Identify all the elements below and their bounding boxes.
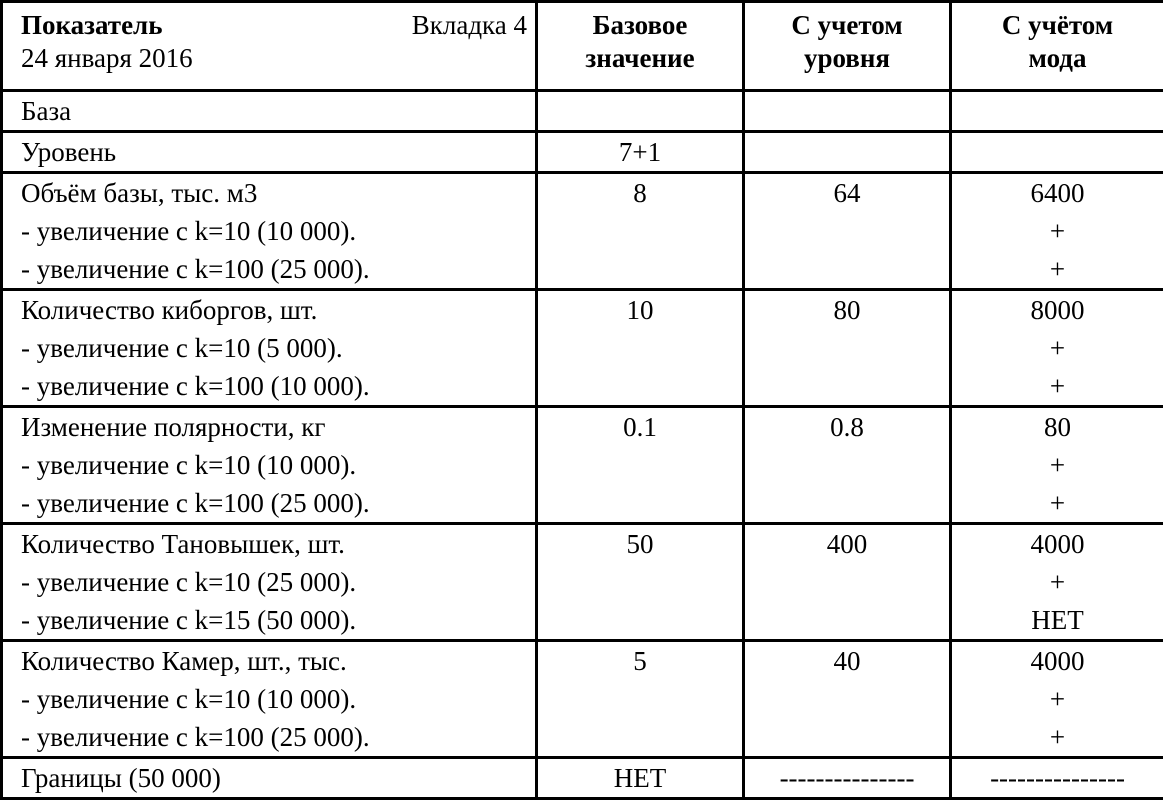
table-row <box>2 641 1163 681</box>
mod-value-cell: + <box>951 329 1163 367</box>
row-label: - увеличение с k=10 (10 000). <box>2 212 537 250</box>
mod-value-cell: 80 <box>951 407 1163 447</box>
table-row <box>2 132 1163 173</box>
row-label: - увеличение с k=10 (10 000). <box>2 446 537 484</box>
level-value-cell <box>744 250 951 290</box>
row-label: Количество киборгов, шт. <box>2 290 537 330</box>
mod-value-cell: + <box>951 250 1163 290</box>
mod-value-cell <box>951 132 1163 173</box>
base-value-cell <box>537 563 744 601</box>
table-row <box>2 250 1163 290</box>
level-value-cell <box>744 484 951 524</box>
mod-value-cell: 8000 <box>951 290 1163 330</box>
table-row <box>2 446 1163 484</box>
level-value-cell <box>744 446 951 484</box>
table-row <box>2 407 1163 447</box>
level-value-cell <box>744 132 951 173</box>
mod-value-cell: + <box>951 446 1163 484</box>
row-label: - увеличение с k=100 (25 000). <box>2 250 537 290</box>
mod-value-cell <box>951 91 1163 132</box>
table-row <box>2 563 1163 601</box>
level-value-cell: 64 <box>744 173 951 213</box>
base-value-cell <box>537 601 744 641</box>
row-label: - увеличение с k=15 (50 000). <box>2 601 537 641</box>
level-value-cell <box>744 680 951 718</box>
table-row <box>2 601 1163 641</box>
row-label: - увеличение с k=100 (10 000). <box>2 367 537 407</box>
base-value-cell <box>537 91 744 132</box>
row-label: Количество Камер, шт., тыс. <box>2 641 537 681</box>
base-value-cell <box>537 718 744 758</box>
level-value-cell <box>744 367 951 407</box>
table-body <box>2 91 1163 799</box>
row-label: Изменение полярности, кг <box>2 407 537 447</box>
level-value-cell <box>744 718 951 758</box>
row-label: Границы (50 000) <box>2 758 537 799</box>
level-value-cell: 400 <box>744 524 951 564</box>
base-value-cell <box>537 484 744 524</box>
row-label: - увеличение с k=10 (10 000). <box>2 680 537 718</box>
table-row <box>2 173 1163 213</box>
base-value-cell: 8 <box>537 173 744 213</box>
base-value-cell: 7+1 <box>537 132 744 173</box>
base-value-cell: 50 <box>537 524 744 564</box>
row-label: Объём базы, тыс. м3 <box>2 173 537 213</box>
base-value-cell <box>537 329 744 367</box>
mod-value-cell: + <box>951 367 1163 407</box>
table-row <box>2 718 1163 758</box>
row-label: База <box>2 91 537 132</box>
mod-value-cell: + <box>951 718 1163 758</box>
mod-value-cell: 6400 <box>951 173 1163 213</box>
header-indicator-cell <box>2 2 537 91</box>
column-header-mod: С учётом мода <box>951 2 1163 91</box>
column-header-level: С учетом уровня <box>744 2 951 91</box>
mod-value-cell: 4000 <box>951 641 1163 681</box>
level-value-cell <box>744 212 951 250</box>
tab-label: Вкладка 4 <box>412 9 527 42</box>
mod-value-cell: НЕТ <box>951 601 1163 641</box>
level-value-cell <box>744 601 951 641</box>
table-row <box>2 367 1163 407</box>
mod-value-cell: + <box>951 484 1163 524</box>
column-header-base: Базовое значение <box>537 2 744 91</box>
mod-value-cell: + <box>951 680 1163 718</box>
mod-value-cell: 4000 <box>951 524 1163 564</box>
row-label: Количество Тановышек, шт. <box>2 524 537 564</box>
table-row <box>2 680 1163 718</box>
level-value-cell: --------------- <box>744 758 951 799</box>
document-date: 24 января 2016 <box>21 42 527 75</box>
base-value-cell <box>537 250 744 290</box>
row-label: - увеличение с k=100 (25 000). <box>2 484 537 524</box>
level-value-cell <box>744 91 951 132</box>
base-value-cell <box>537 680 744 718</box>
level-value-cell: 80 <box>744 290 951 330</box>
base-value-cell: НЕТ <box>537 758 744 799</box>
table-row <box>2 329 1163 367</box>
mod-value-cell: + <box>951 212 1163 250</box>
row-label: - увеличение с k=10 (25 000). <box>2 563 537 601</box>
row-label: Уровень <box>2 132 537 173</box>
row-label: - увеличение с k=100 (25 000). <box>2 718 537 758</box>
table-row <box>2 91 1163 132</box>
indicator-title: Показатель <box>21 9 527 42</box>
base-value-cell <box>537 446 744 484</box>
mod-value-cell: + <box>951 563 1163 601</box>
level-value-cell <box>744 329 951 367</box>
table-row <box>2 290 1163 330</box>
table-header-row <box>2 2 1163 91</box>
base-value-cell <box>537 367 744 407</box>
table-row <box>2 524 1163 564</box>
level-value-cell <box>744 563 951 601</box>
base-value-cell: 10 <box>537 290 744 330</box>
base-value-cell: 5 <box>537 641 744 681</box>
table-row <box>2 484 1163 524</box>
level-value-cell: 0.8 <box>744 407 951 447</box>
row-label: - увеличение с k=10 (5 000). <box>2 329 537 367</box>
table-row <box>2 758 1163 799</box>
level-value-cell: 40 <box>744 641 951 681</box>
mod-value-cell: --------------- <box>951 758 1163 799</box>
base-value-cell: 0.1 <box>537 407 744 447</box>
base-value-cell <box>537 212 744 250</box>
table-row <box>2 212 1163 250</box>
